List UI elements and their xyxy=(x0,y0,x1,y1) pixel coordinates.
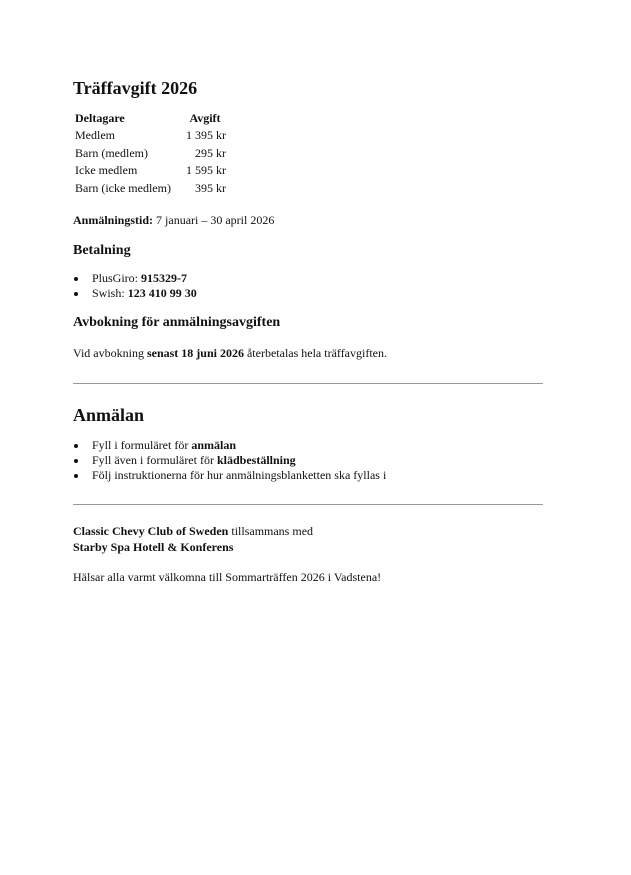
list-item-text: Fyll i formuläret för xyxy=(92,438,192,453)
table-row xyxy=(75,145,226,163)
plusgiro-number: 915329-7 xyxy=(141,271,188,286)
participant-name: Barn (medlem) xyxy=(75,145,148,160)
section-divider xyxy=(73,504,543,505)
participant-column-header: Deltagare xyxy=(75,111,125,125)
participant-name: Medlem xyxy=(75,128,115,142)
together-text: tillsammans med xyxy=(228,524,314,539)
registration-period-value: 7 januari – 30 april 2026 xyxy=(153,213,275,228)
fee-table-header-row xyxy=(75,110,226,127)
list-item xyxy=(88,438,543,453)
list-item xyxy=(88,271,543,286)
hotel-name: Starby Spa Hotell & Konferens xyxy=(73,540,234,555)
participant-name: Barn (icke medlem) xyxy=(75,180,171,195)
club-name: Classic Chevy Club of Sweden xyxy=(73,524,229,539)
registration-period xyxy=(73,212,543,228)
swish-number: 123 410 99 30 xyxy=(127,286,197,301)
footer-organizers xyxy=(73,523,543,555)
cancellation-text-start: Vid avbokning xyxy=(73,346,147,361)
registration-link-text: anmälan xyxy=(191,438,236,453)
cancellation-deadline: senast 18 juni 2026 xyxy=(146,346,244,361)
plusgiro-label: PlusGiro: xyxy=(92,271,142,286)
fee-title: Träffavgift 2026 xyxy=(73,78,198,98)
document-page xyxy=(73,72,543,585)
swish-label: Swish: xyxy=(92,286,128,301)
payment-title: Betalning xyxy=(73,243,131,259)
list-item-text: Fyll även i formuläret för xyxy=(92,453,217,468)
fee-amount: 1 395 kr xyxy=(186,128,226,142)
fee-amount: 1 595 kr xyxy=(186,163,226,178)
table-row xyxy=(75,127,226,145)
participant-name: Icke medlem xyxy=(75,163,138,178)
registration-list xyxy=(73,438,543,483)
section-divider xyxy=(73,383,543,384)
table-row xyxy=(75,162,226,180)
fee-amount: 395 kr xyxy=(195,180,226,195)
list-item xyxy=(88,286,543,301)
fee-amount: 295 kr xyxy=(195,145,226,160)
fee-column-header: Avgift xyxy=(189,111,221,125)
registration-title: Anmälan xyxy=(73,405,145,426)
payment-list xyxy=(73,271,543,301)
list-item-text: Följ instruktionerna för hur anmälningsblanketten ska fyllas i xyxy=(92,468,387,483)
list-item xyxy=(88,453,543,468)
clothing-order-link-text: klädbeställning xyxy=(216,453,296,468)
fee-table xyxy=(75,110,226,197)
list-item xyxy=(88,468,543,483)
registration-period-label: Anmälningstid: xyxy=(73,213,154,228)
cancellation-text xyxy=(73,345,543,361)
cancellation-text-end: återbetalas hela träffavgiften. xyxy=(243,346,388,361)
table-row xyxy=(75,180,226,198)
cancellation-title: Avbokning för anmälningsavgiften xyxy=(73,315,281,331)
welcome-greeting: Hälsar alla varmt välkomna till Sommarträffen 2026 i Vadstena! xyxy=(73,570,382,585)
